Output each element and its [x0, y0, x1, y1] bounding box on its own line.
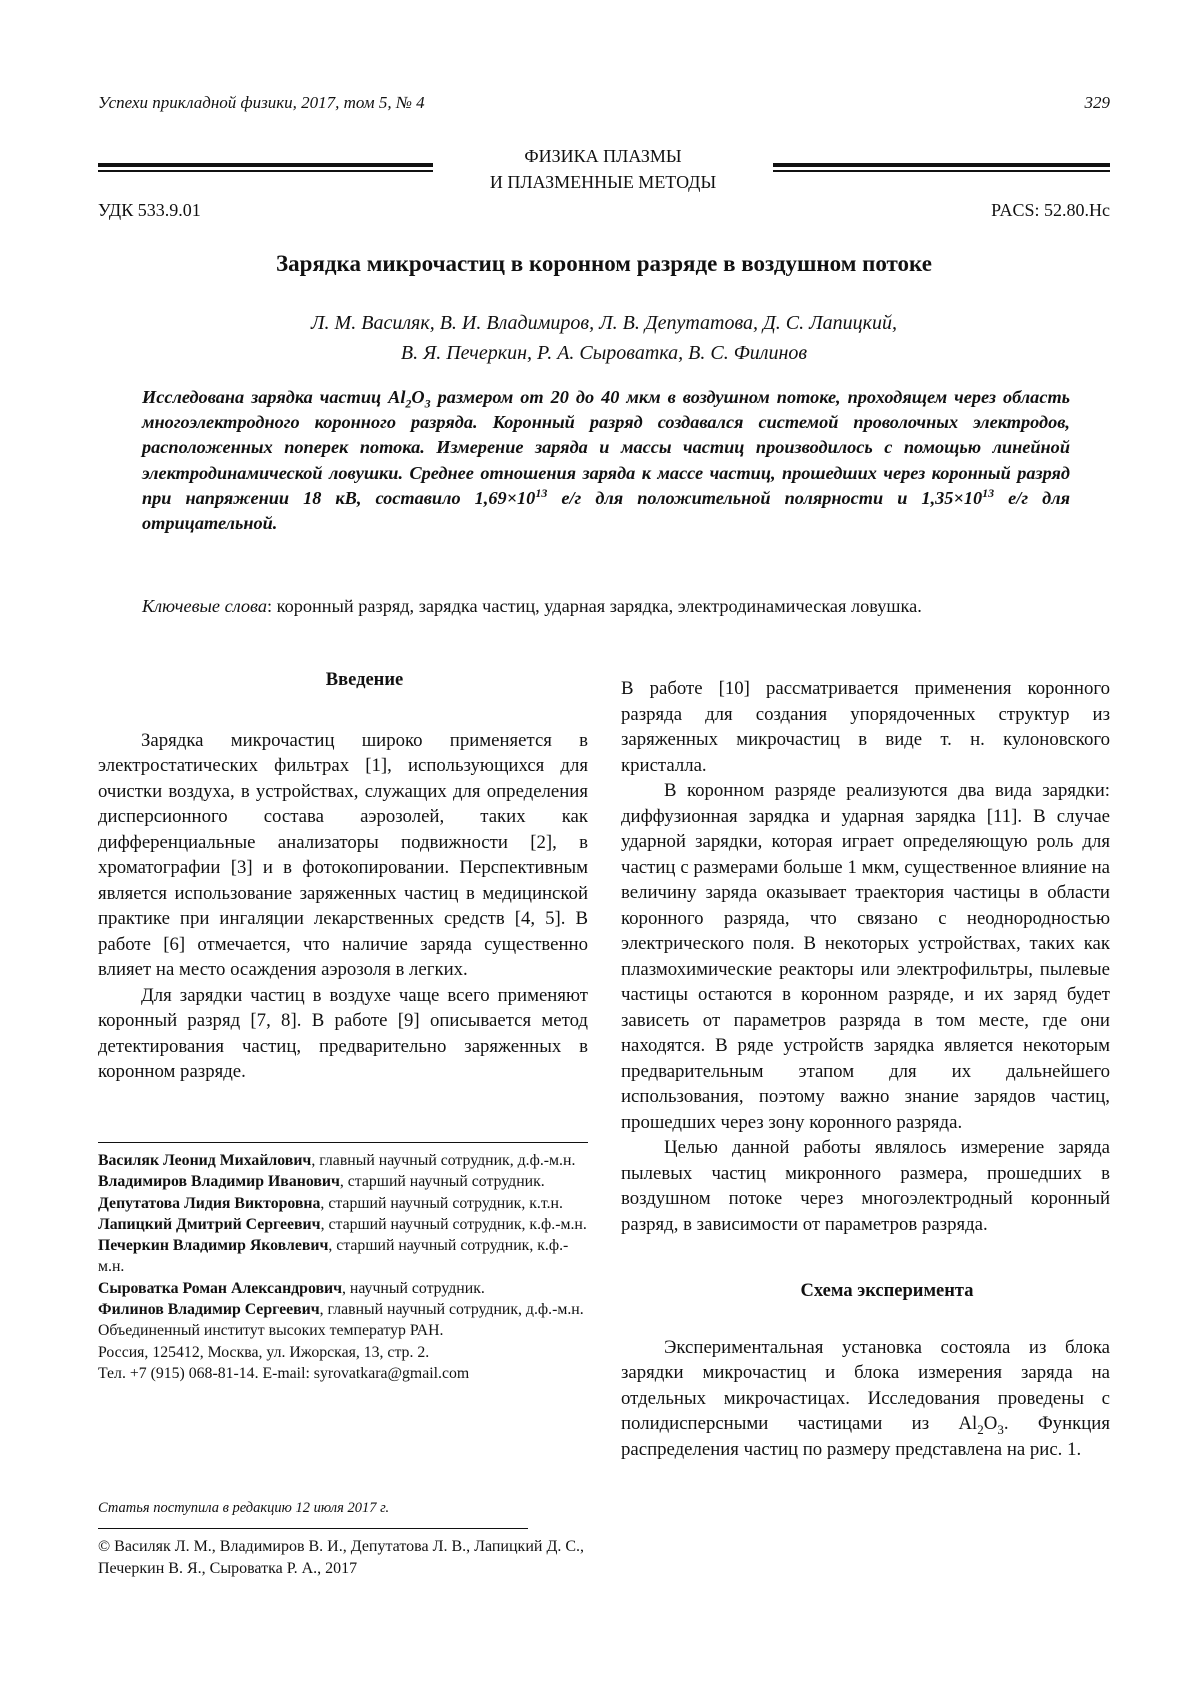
section-rule-left — [98, 163, 433, 172]
footnote-divider — [98, 1142, 588, 1143]
footnote-author-7: Филинов Владимир Сергеевич, главный научный сотрудник, д.ф.-м.н. — [98, 1301, 584, 1319]
running-header — [98, 93, 1110, 117]
section-rule-right — [773, 163, 1110, 172]
keywords-label: Ключевые слова — [142, 596, 267, 616]
footnote-affiliation: Объединенный институт высоких температур РАН. — [98, 1322, 444, 1340]
footnote-author-3: Депутатова Лидия Викторовна, старший научный сотрудник, к.т.н. — [98, 1194, 563, 1212]
experiment-heading: Схема эксперимента — [800, 1281, 974, 1301]
page-number: 329 — [1084, 93, 1110, 112]
left-column — [98, 668, 588, 1085]
right-paragraph-4: Экспериментальная установка состояла из блока зарядки микрочастиц и блока измерения заряда на отдельных микрочастицах. Исследования проведены с полидисперсными частицами из $Al_2O_3$. Функция распределения частиц по размеру представлена на рис. 1. — [621, 1336, 1110, 1460]
footnote-author-4: Лапицкий Дмитрий Сергеевич, старший научный сотрудник, к.ф.-м.н. — [98, 1215, 587, 1233]
authors-line2: В. Я. Печеркин, Р. А. Сыроватка, В. С. Филинов — [400, 342, 808, 364]
abstract: Исследована зарядка частиц $Al_2O_3$ размером от 20 до 40 мкм в воздушном потоке, проходящем через область многоэлектродного коронного разряда. Коронный разряд создавался системой проволочных электродов, расположенных поперек потока. Измерение заряда и массы частиц производилось с помощью линейной электродинамической ловушки. Среднее отношения заряда к массе частиц, прошедших через коронный разряд при напряжении 18 кВ, составило $1,69\times 10^{13}$ е/г для положительной полярности и $1,35\times 10^{13}$ е/г для отрицательной. — [142, 387, 1071, 534]
footnote-address: Россия, 125412, Москва, ул. Ижорская, 13, стр. 2. — [98, 1343, 430, 1361]
footnote-author-5: Печеркин Владимир Яковлевич, старший научный сотрудник, к.ф.-м.н. — [98, 1237, 569, 1276]
author-list — [190, 308, 1018, 368]
intro-paragraph-2: Для зарядки частиц в воздухе чаще всего применяют коронный разряд [7, 8]. В работе [9] описывается метод детектирования частиц, предварительно заряженных в коронном разряде. — [98, 984, 588, 1082]
author-footnotes — [98, 1150, 588, 1384]
pacs-code: PACS: 52.80.Hc — [991, 200, 1110, 220]
section-title-line2: И ПЛАЗМЕННЫЕ МЕТОДЫ — [489, 172, 717, 192]
classification-codes — [98, 200, 1110, 224]
right-paragraph-2: В коронном разряде реализуются два вида зарядки: диффузионная зарядка и ударная зарядка [11]. В случае ударной зарядки, которая играет определяющую роль для частиц с размерами больше 1 мкм, существенное влияние на величину заряда оказывает траектория частицы в области коронного разряда, что связано с неоднородностью электрического поля. В некоторых устройствах, таких как плазмохимические реакторы или электрофильтры, пылевые частицы остаются в коронном разряде, и их заряд будет зависеть от параметров разряда в том месте, где они находятся. В ряде устройств зарядка является некоторым предварительным этапом для их дальнейшего использования, поэтому важно знание зарядов частиц, прошедших через зону коронного разряда. — [621, 780, 1110, 1133]
section-title — [433, 143, 773, 195]
footnote-contact: Тел. +7 (915) 068-81-14. E-mail: syrovatkara@gmail.com — [98, 1364, 470, 1382]
right-paragraph-1: В работе [10] рассматривается применения коронного разряда для создания упорядоченных структур из заряженных микрочастиц в виде т. н. кулоновского кристалла. — [621, 678, 1110, 776]
keywords — [142, 594, 1070, 619]
article-title: Зарядка микрочастиц в коронном разряде в воздушном потоке — [276, 251, 932, 276]
footnote-author-1: Василяк Леонид Михайлович, главный научный сотрудник, д.ф.-м.н. — [98, 1152, 576, 1169]
intro-paragraph-1: Зарядка микрочастиц широко применяется в электростатических фильтрах [1], использующихся для очистки воздуха, в устройствах, служащих для определения дисперсионного состава аэрозолей, таких как дифференциальные анализаторы подвижности [2], в хроматографии [3] и в фотокопировании. Перспективным является использование заряженных частиц в медицинской практике при ингаляции лекарственных средств [4, 5]. В работе [6] отмечается, что наличие заряда существенно влияет на место осаждения аэрозоля в легких. — [98, 729, 588, 980]
keywords-text: : коронный разряд, зарядка частиц, ударная зарядка, электродинамическая ловушка. — [267, 596, 922, 616]
section-title-line1: ФИЗИКА ПЛАЗМЫ — [524, 146, 682, 166]
journal-citation: Успехи прикладной физики, 2017, том 5, № 4 — [98, 93, 425, 112]
udk-code: УДК 533.9.01 — [98, 200, 201, 220]
intro-heading: Введение — [325, 670, 404, 690]
footnote-author-2: Владимиров Владимир Иванович, старший научный сотрудник. — [98, 1173, 545, 1191]
authors-line1: Л. М. Василяк, В. И. Владимиров, Л. В. Депутатова, Д. С. Лапицкий, — [311, 312, 897, 334]
received-date: Статья поступила в редакцию 12 июля 2017 г. — [98, 1500, 390, 1516]
copyright-divider — [98, 1528, 528, 1529]
right-paragraph-3: Целью данной работы являлось измерение заряда пылевых частиц микронного размера, прошедших в воздушном потоке через многоэлектродный коронный разряд, в зависимости от параметров разряда. — [621, 1137, 1110, 1235]
right-column — [621, 676, 1110, 1462]
copyright-notice: © Василяк Л. М., Владимиров В. И., Депутатова Л. В., Лапицкий Д. С., Печеркин В. Я., Сыроватка Р. А., 2017 — [98, 1538, 585, 1577]
footnote-author-6: Сыроватка Роман Александрович, научный сотрудник. — [98, 1279, 485, 1297]
